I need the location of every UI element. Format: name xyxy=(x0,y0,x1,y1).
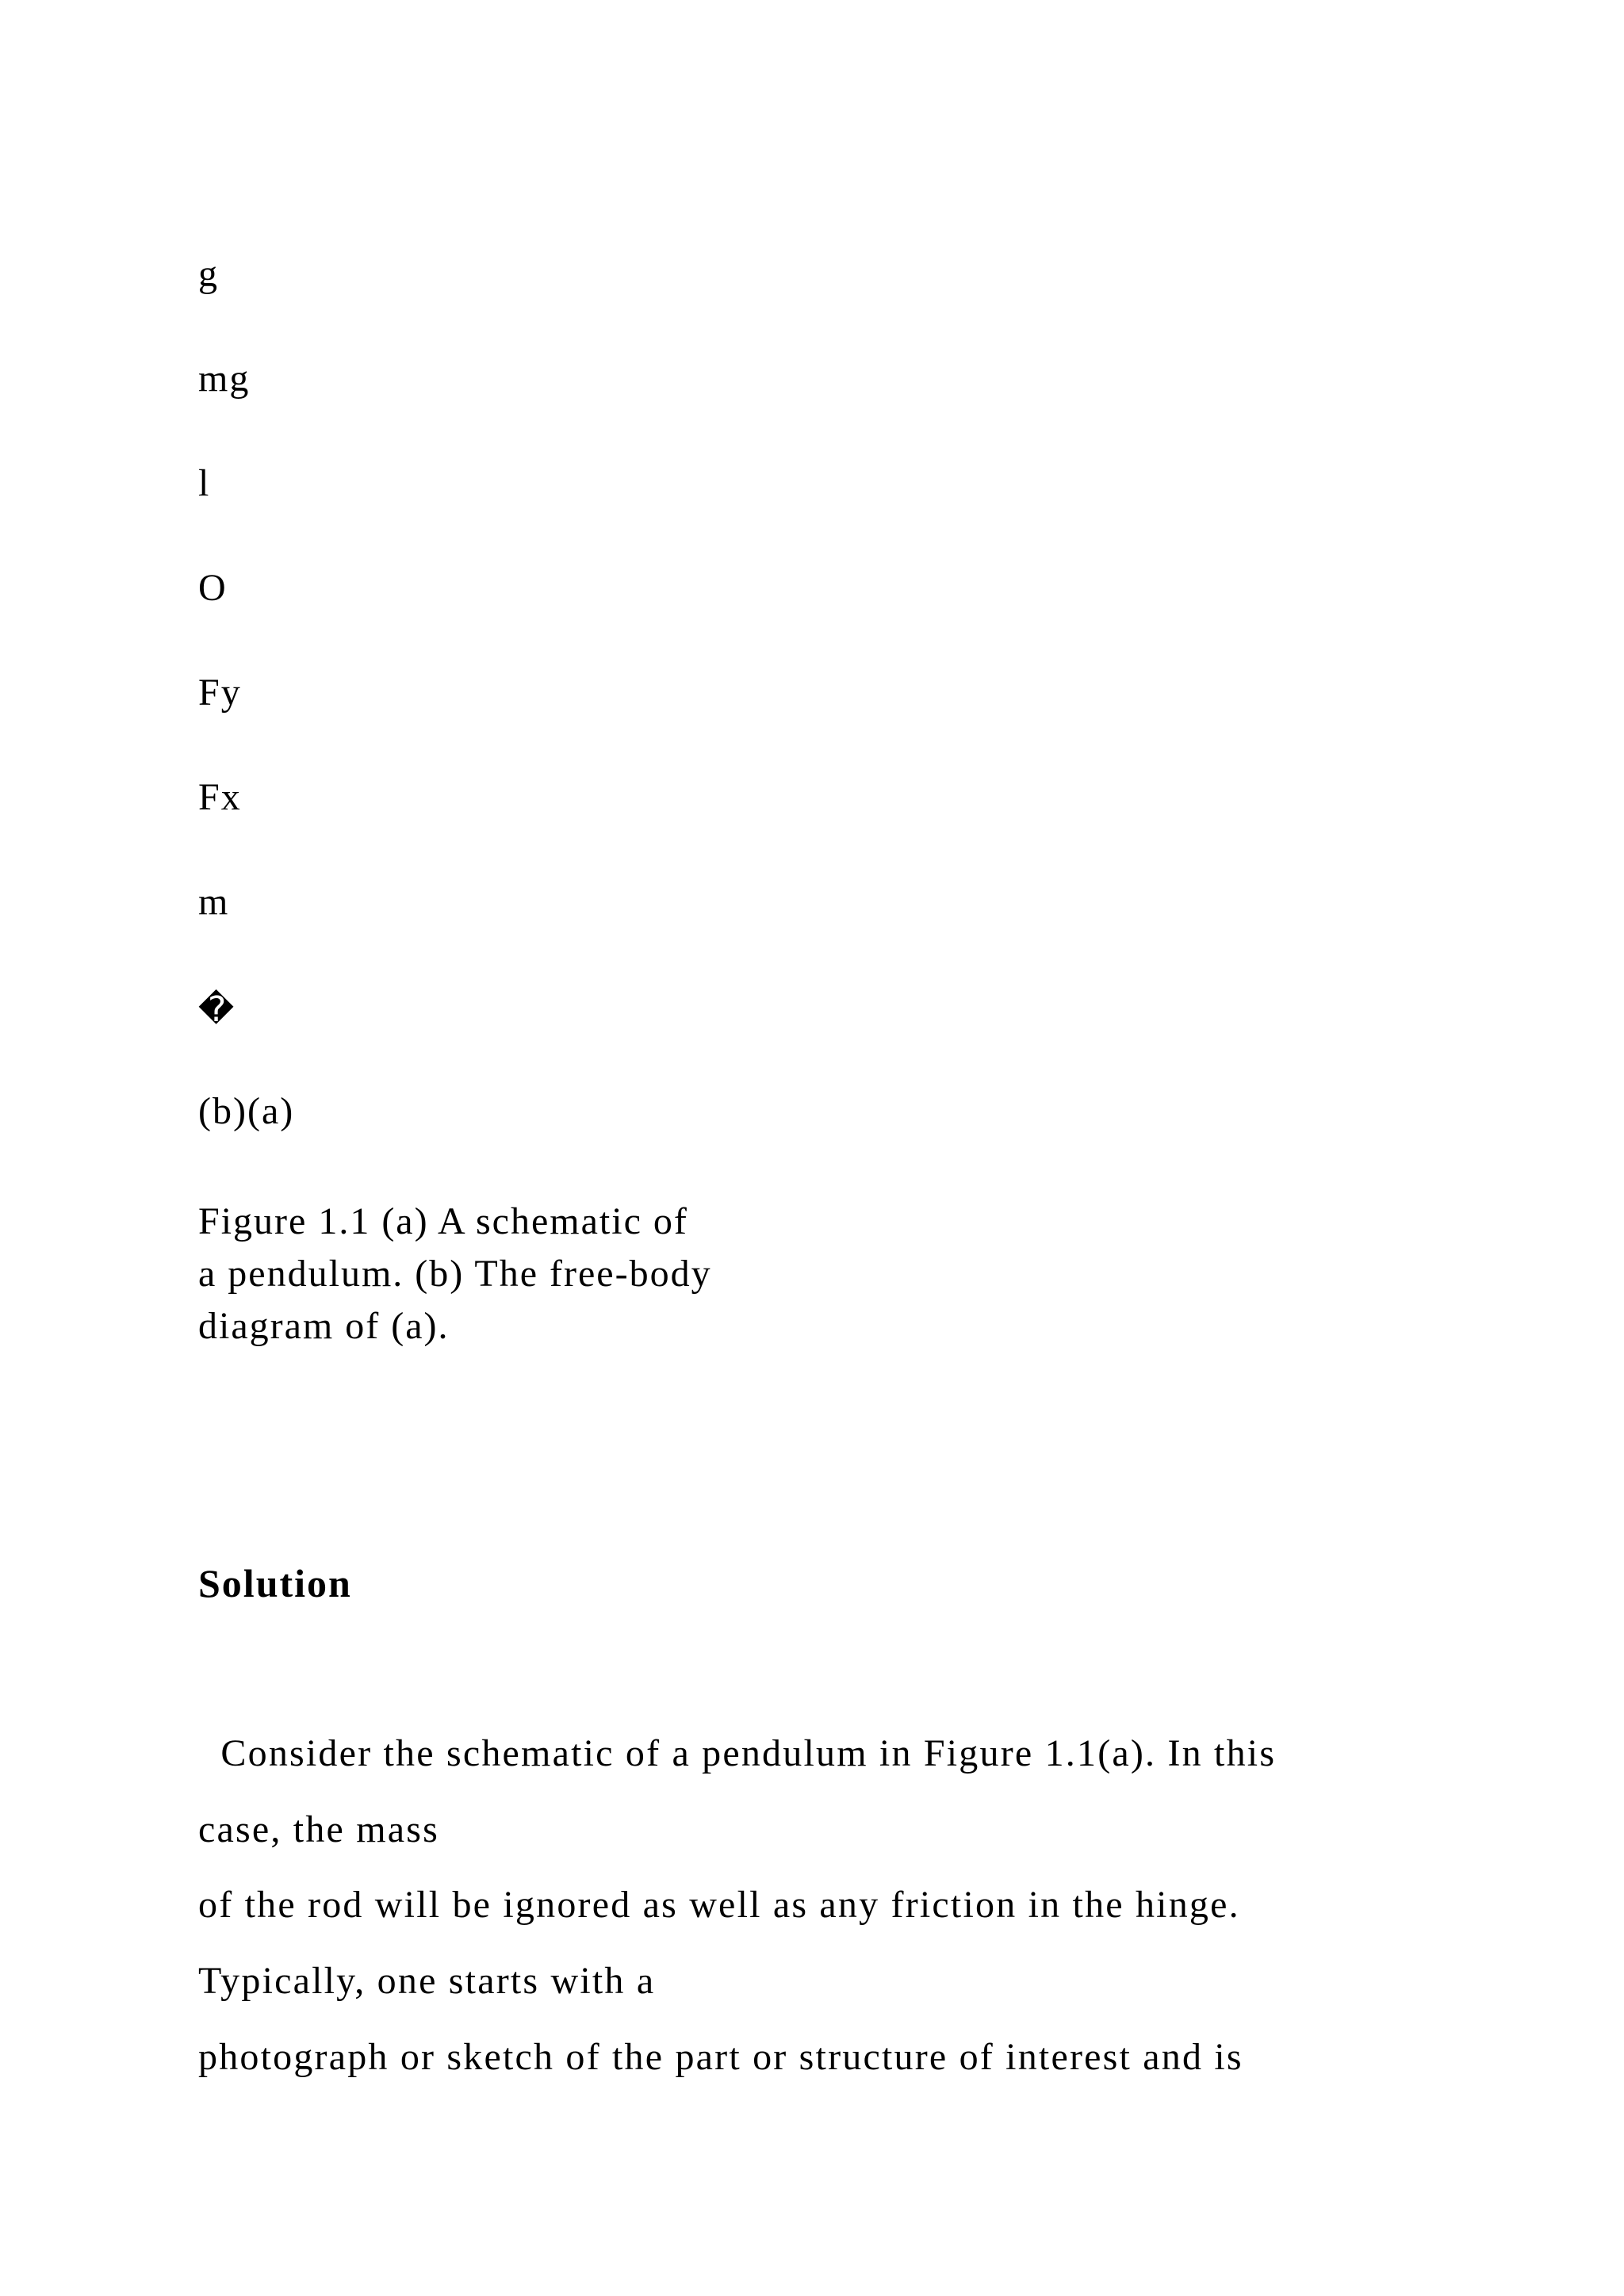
section-heading: Solution xyxy=(198,1561,352,1605)
figure-caption: Figure 1.1 (a) A schematic of a pendulum. (b) The free-body diagram of (a). xyxy=(198,1200,712,1347)
figure-label-g: g xyxy=(198,253,219,295)
figure-label-o: O xyxy=(198,567,228,609)
figure-label-m: m xyxy=(198,881,230,923)
paragraph-line: Consider the schematic of a pendulum in Figure 1.1(a). In this xyxy=(198,1732,1277,1774)
figure-label-l: l xyxy=(198,462,211,504)
paragraph-line: Typically, one starts with a xyxy=(198,1960,656,2002)
figure-label-fx: Fx xyxy=(198,776,242,818)
paragraph-line: case, the mass xyxy=(198,1808,440,1850)
paragraph-line: photograph or sketch of the part or structure of interest and is xyxy=(198,2036,1243,2078)
figure-label-panels: (b)(a) xyxy=(198,1090,295,1132)
figure-label-unknown-symbol: � xyxy=(198,989,235,1030)
paragraph-line: of the rod will be ignored as well as any friction in the hinge. xyxy=(198,1884,1240,1926)
figure-label-mg: mg xyxy=(198,358,251,400)
figure-label-fy: Fy xyxy=(198,672,242,714)
